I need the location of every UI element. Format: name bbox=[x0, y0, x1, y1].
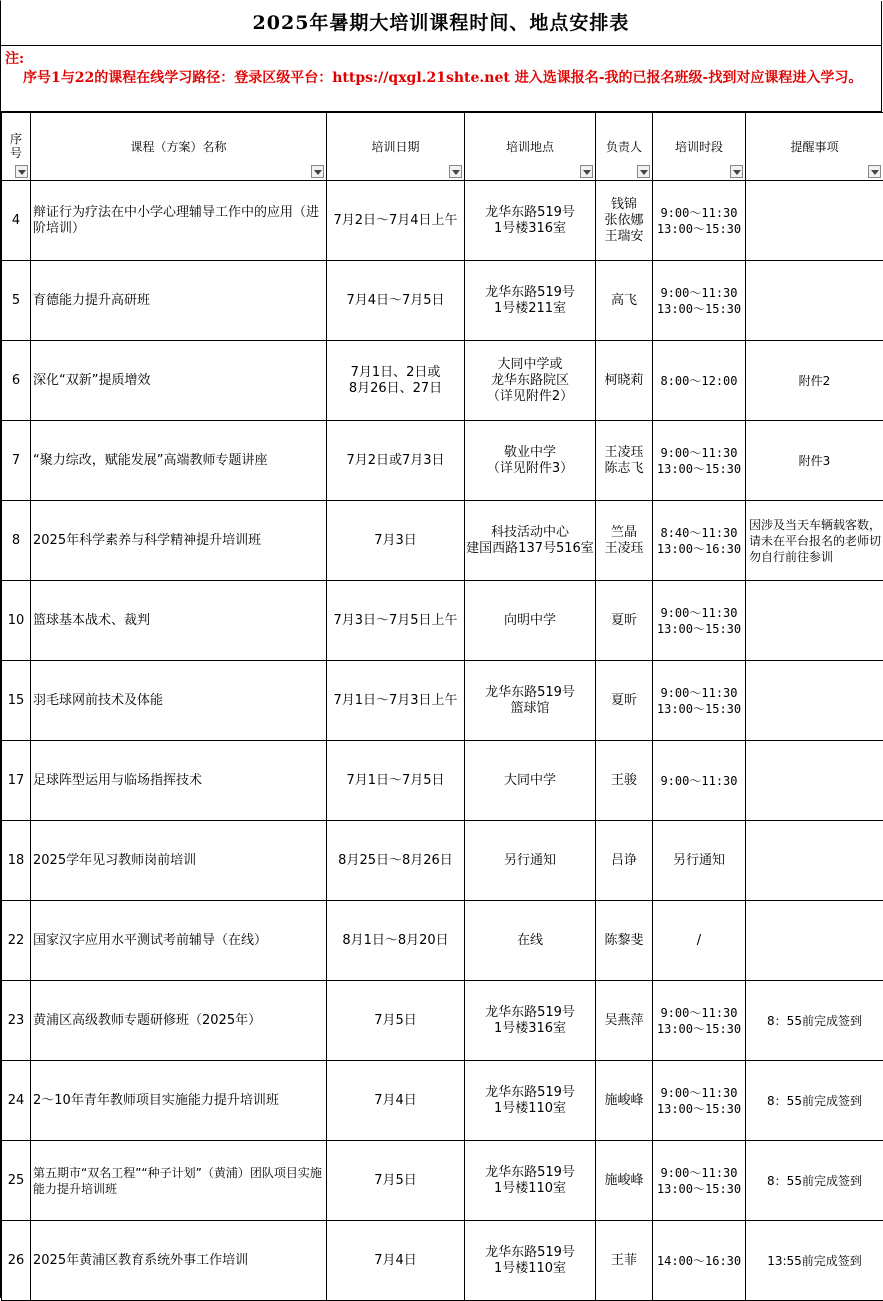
cell-date: 7月5日 bbox=[327, 1141, 465, 1221]
cell-name: 篮球基本战术、裁判 bbox=[31, 581, 327, 661]
cell-remark: 8：55前完成签到 bbox=[746, 981, 883, 1061]
cell-no: 18 bbox=[2, 821, 31, 901]
header-row bbox=[2, 113, 883, 181]
cell-place: 大同中学或 龙华东路院区 （详见附件2） bbox=[465, 341, 596, 421]
cell-remark bbox=[746, 261, 883, 341]
cell-no: 26 bbox=[2, 1221, 31, 1301]
cell-person: 施峻峰 bbox=[596, 1061, 653, 1141]
cell-no: 22 bbox=[2, 901, 31, 981]
cell-name: 第五期市“双名工程”“种子计划”（黄浦）团队项目实施能力提升培训班 bbox=[31, 1141, 327, 1221]
cell-date: 8月25日～8月26日 bbox=[327, 821, 465, 901]
page-title: 2025年暑期大培训课程时间、地点安排表 bbox=[1, 1, 882, 46]
table-row bbox=[2, 1141, 883, 1221]
table-row bbox=[2, 261, 883, 341]
cell-date: 7月2日～7月4日上午 bbox=[327, 181, 465, 261]
cell-place: 龙华东路519号 篮球馆 bbox=[465, 661, 596, 741]
cell-person: 钱锦 张依娜 王瑞安 bbox=[596, 181, 653, 261]
filter-dropdown-icon[interactable] bbox=[311, 165, 324, 178]
cell-place: 在线 bbox=[465, 901, 596, 981]
cell-remark: 8：55前完成签到 bbox=[746, 1141, 883, 1221]
cell-no: 5 bbox=[2, 261, 31, 341]
table-row bbox=[2, 341, 883, 421]
schedule-table bbox=[1, 112, 883, 1301]
cell-person: 高飞 bbox=[596, 261, 653, 341]
cell-time: 9:00～11:30 13:00～15:30 bbox=[653, 1141, 746, 1221]
table-row bbox=[2, 421, 883, 501]
table-body bbox=[2, 181, 883, 1301]
cell-name: 2025学年见习教师岗前培训 bbox=[31, 821, 327, 901]
cell-date: 7月3日 bbox=[327, 501, 465, 581]
table-row bbox=[2, 1221, 883, 1301]
table-row bbox=[2, 901, 883, 981]
cell-no: 10 bbox=[2, 581, 31, 661]
header-no-label: 序号 bbox=[10, 132, 22, 160]
cell-no: 24 bbox=[2, 1061, 31, 1141]
cell-place: 另行通知 bbox=[465, 821, 596, 901]
cell-date: 7月4日 bbox=[327, 1061, 465, 1141]
table-row bbox=[2, 981, 883, 1061]
cell-time: 9:00～11:30 13:00～15:30 bbox=[653, 181, 746, 261]
cell-place: 龙华东路519号 1号楼316室 bbox=[465, 981, 596, 1061]
cell-time: 另行通知 bbox=[653, 821, 746, 901]
cell-name: 羽毛球网前技术及体能 bbox=[31, 661, 327, 741]
cell-no: 17 bbox=[2, 741, 31, 821]
cell-date: 7月4日～7月5日 bbox=[327, 261, 465, 341]
cell-name: 育德能力提升高研班 bbox=[31, 261, 327, 341]
cell-place: 龙华东路519号 1号楼316室 bbox=[465, 181, 596, 261]
table-row bbox=[2, 821, 883, 901]
cell-person: 吴燕萍 bbox=[596, 981, 653, 1061]
cell-time: 14:00～16:30 bbox=[653, 1221, 746, 1301]
cell-person: 夏昕 bbox=[596, 581, 653, 661]
cell-name: 足球阵型运用与临场指挥技术 bbox=[31, 741, 327, 821]
cell-no: 4 bbox=[2, 181, 31, 261]
cell-date: 8月1日～8月20日 bbox=[327, 901, 465, 981]
cell-time: 9:00～11:30 13:00～15:30 bbox=[653, 261, 746, 341]
header-time bbox=[653, 113, 746, 181]
cell-name: 国家汉字应用水平测试考前辅导（在线） bbox=[31, 901, 327, 981]
table-row bbox=[2, 181, 883, 261]
cell-remark bbox=[746, 821, 883, 901]
header-person-label: 负责人 bbox=[606, 140, 642, 154]
cell-remark: 13:55前完成签到 bbox=[746, 1221, 883, 1301]
filter-dropdown-icon[interactable] bbox=[15, 165, 28, 178]
cell-no: 6 bbox=[2, 341, 31, 421]
cell-date: 7月2日或7月3日 bbox=[327, 421, 465, 501]
header-time-label: 培训时段 bbox=[675, 140, 723, 154]
cell-no: 23 bbox=[2, 981, 31, 1061]
cell-name: “聚力综改，赋能发展”高端教师专题讲座 bbox=[31, 421, 327, 501]
cell-remark bbox=[746, 901, 883, 981]
cell-person: 陈黎斐 bbox=[596, 901, 653, 981]
note-block bbox=[1, 46, 882, 112]
cell-no: 15 bbox=[2, 661, 31, 741]
cell-place: 向明中学 bbox=[465, 581, 596, 661]
cell-time: 8:00～12:00 bbox=[653, 341, 746, 421]
cell-no: 25 bbox=[2, 1141, 31, 1221]
cell-place: 科技活动中心 建国西路137号516室 bbox=[465, 501, 596, 581]
header-no bbox=[2, 113, 31, 181]
cell-name: 黄浦区高级教师专题研修班（2025年） bbox=[31, 981, 327, 1061]
table-row bbox=[2, 501, 883, 581]
cell-time: 9:00～11:30 13:00～15:30 bbox=[653, 421, 746, 501]
cell-place: 龙华东路519号 1号楼211室 bbox=[465, 261, 596, 341]
note-text: 序号1与22的课程在线学习路径：登录区级平台：https://qxgl.21shte.net 进入选课报名-我的已报名班级-找到对应课程进入学习。 bbox=[5, 69, 875, 88]
header-remark-label: 提醒事项 bbox=[790, 140, 838, 154]
note-label: 注: bbox=[5, 50, 875, 69]
cell-person: 王骏 bbox=[596, 741, 653, 821]
cell-no: 7 bbox=[2, 421, 31, 501]
filter-dropdown-icon[interactable] bbox=[868, 165, 881, 178]
cell-time: 9:00～11:30 13:00～15:30 bbox=[653, 1061, 746, 1141]
cell-date: 7月5日 bbox=[327, 981, 465, 1061]
cell-remark bbox=[746, 181, 883, 261]
cell-date: 7月1日～7月5日 bbox=[327, 741, 465, 821]
filter-dropdown-icon[interactable] bbox=[580, 165, 593, 178]
cell-person: 夏昕 bbox=[596, 661, 653, 741]
cell-person: 吕诤 bbox=[596, 821, 653, 901]
cell-name: 2025年黄浦区教育系统外事工作培训 bbox=[31, 1221, 327, 1301]
cell-time: 9:00～11:30 13:00～15:30 bbox=[653, 581, 746, 661]
cell-time: 9:00～11:30 13:00～15:30 bbox=[653, 981, 746, 1061]
cell-date: 7月3日～7月5日上午 bbox=[327, 581, 465, 661]
header-remark bbox=[746, 113, 883, 181]
cell-name: 深化“双新”提质增效 bbox=[31, 341, 327, 421]
cell-person: 王凌珏 陈志飞 bbox=[596, 421, 653, 501]
cell-date: 7月1日～7月3日上午 bbox=[327, 661, 465, 741]
cell-date: 7月4日 bbox=[327, 1221, 465, 1301]
header-date bbox=[327, 113, 465, 181]
table-row bbox=[2, 1061, 883, 1141]
cell-person: 王菲 bbox=[596, 1221, 653, 1301]
cell-remark bbox=[746, 741, 883, 821]
cell-time: / bbox=[653, 901, 746, 981]
cell-person: 柯晓莉 bbox=[596, 341, 653, 421]
table-row bbox=[2, 741, 883, 821]
header-place-label: 培训地点 bbox=[506, 140, 554, 154]
cell-person: 竺晶 王凌珏 bbox=[596, 501, 653, 581]
header-date-label: 培训日期 bbox=[371, 140, 419, 154]
header-place bbox=[465, 113, 596, 181]
cell-time: 8:40～11:30 13:00～16:30 bbox=[653, 501, 746, 581]
cell-no: 8 bbox=[2, 501, 31, 581]
cell-remark: 附件2 bbox=[746, 341, 883, 421]
cell-remark: 附件3 bbox=[746, 421, 883, 501]
filter-dropdown-icon[interactable] bbox=[449, 165, 462, 178]
cell-name: 2～10年青年教师项目实施能力提升培训班 bbox=[31, 1061, 327, 1141]
cell-time: 9:00～11:30 bbox=[653, 741, 746, 821]
cell-place: 敬业中学 （详见附件3） bbox=[465, 421, 596, 501]
cell-time: 9:00～11:30 13:00～15:30 bbox=[653, 661, 746, 741]
table-row bbox=[2, 661, 883, 741]
cell-place: 龙华东路519号 1号楼110室 bbox=[465, 1061, 596, 1141]
cell-place: 大同中学 bbox=[465, 741, 596, 821]
cell-remark bbox=[746, 581, 883, 661]
cell-name: 2025年科学素养与科学精神提升培训班 bbox=[31, 501, 327, 581]
filter-dropdown-icon[interactable] bbox=[637, 165, 650, 178]
cell-remark: 因涉及当天车辆载客数，请未在平台报名的老师切勿自行前往参训 bbox=[746, 501, 883, 581]
cell-place: 龙华东路519号 1号楼110室 bbox=[465, 1141, 596, 1221]
cell-name: 辩证行为疗法在中小学心理辅导工作中的应用（进阶培训） bbox=[31, 181, 327, 261]
cell-place: 龙华东路519号 1号楼110室 bbox=[465, 1221, 596, 1301]
header-person bbox=[596, 113, 653, 181]
table-row bbox=[2, 581, 883, 661]
cell-date: 7月1日、2日或 8月26日、27日 bbox=[327, 341, 465, 421]
filter-dropdown-icon[interactable] bbox=[730, 165, 743, 178]
cell-person: 施峻峰 bbox=[596, 1141, 653, 1221]
header-name bbox=[31, 113, 327, 181]
cell-remark bbox=[746, 661, 883, 741]
cell-remark: 8：55前完成签到 bbox=[746, 1061, 883, 1141]
header-name-label: 课程（方案）名称 bbox=[130, 140, 226, 154]
